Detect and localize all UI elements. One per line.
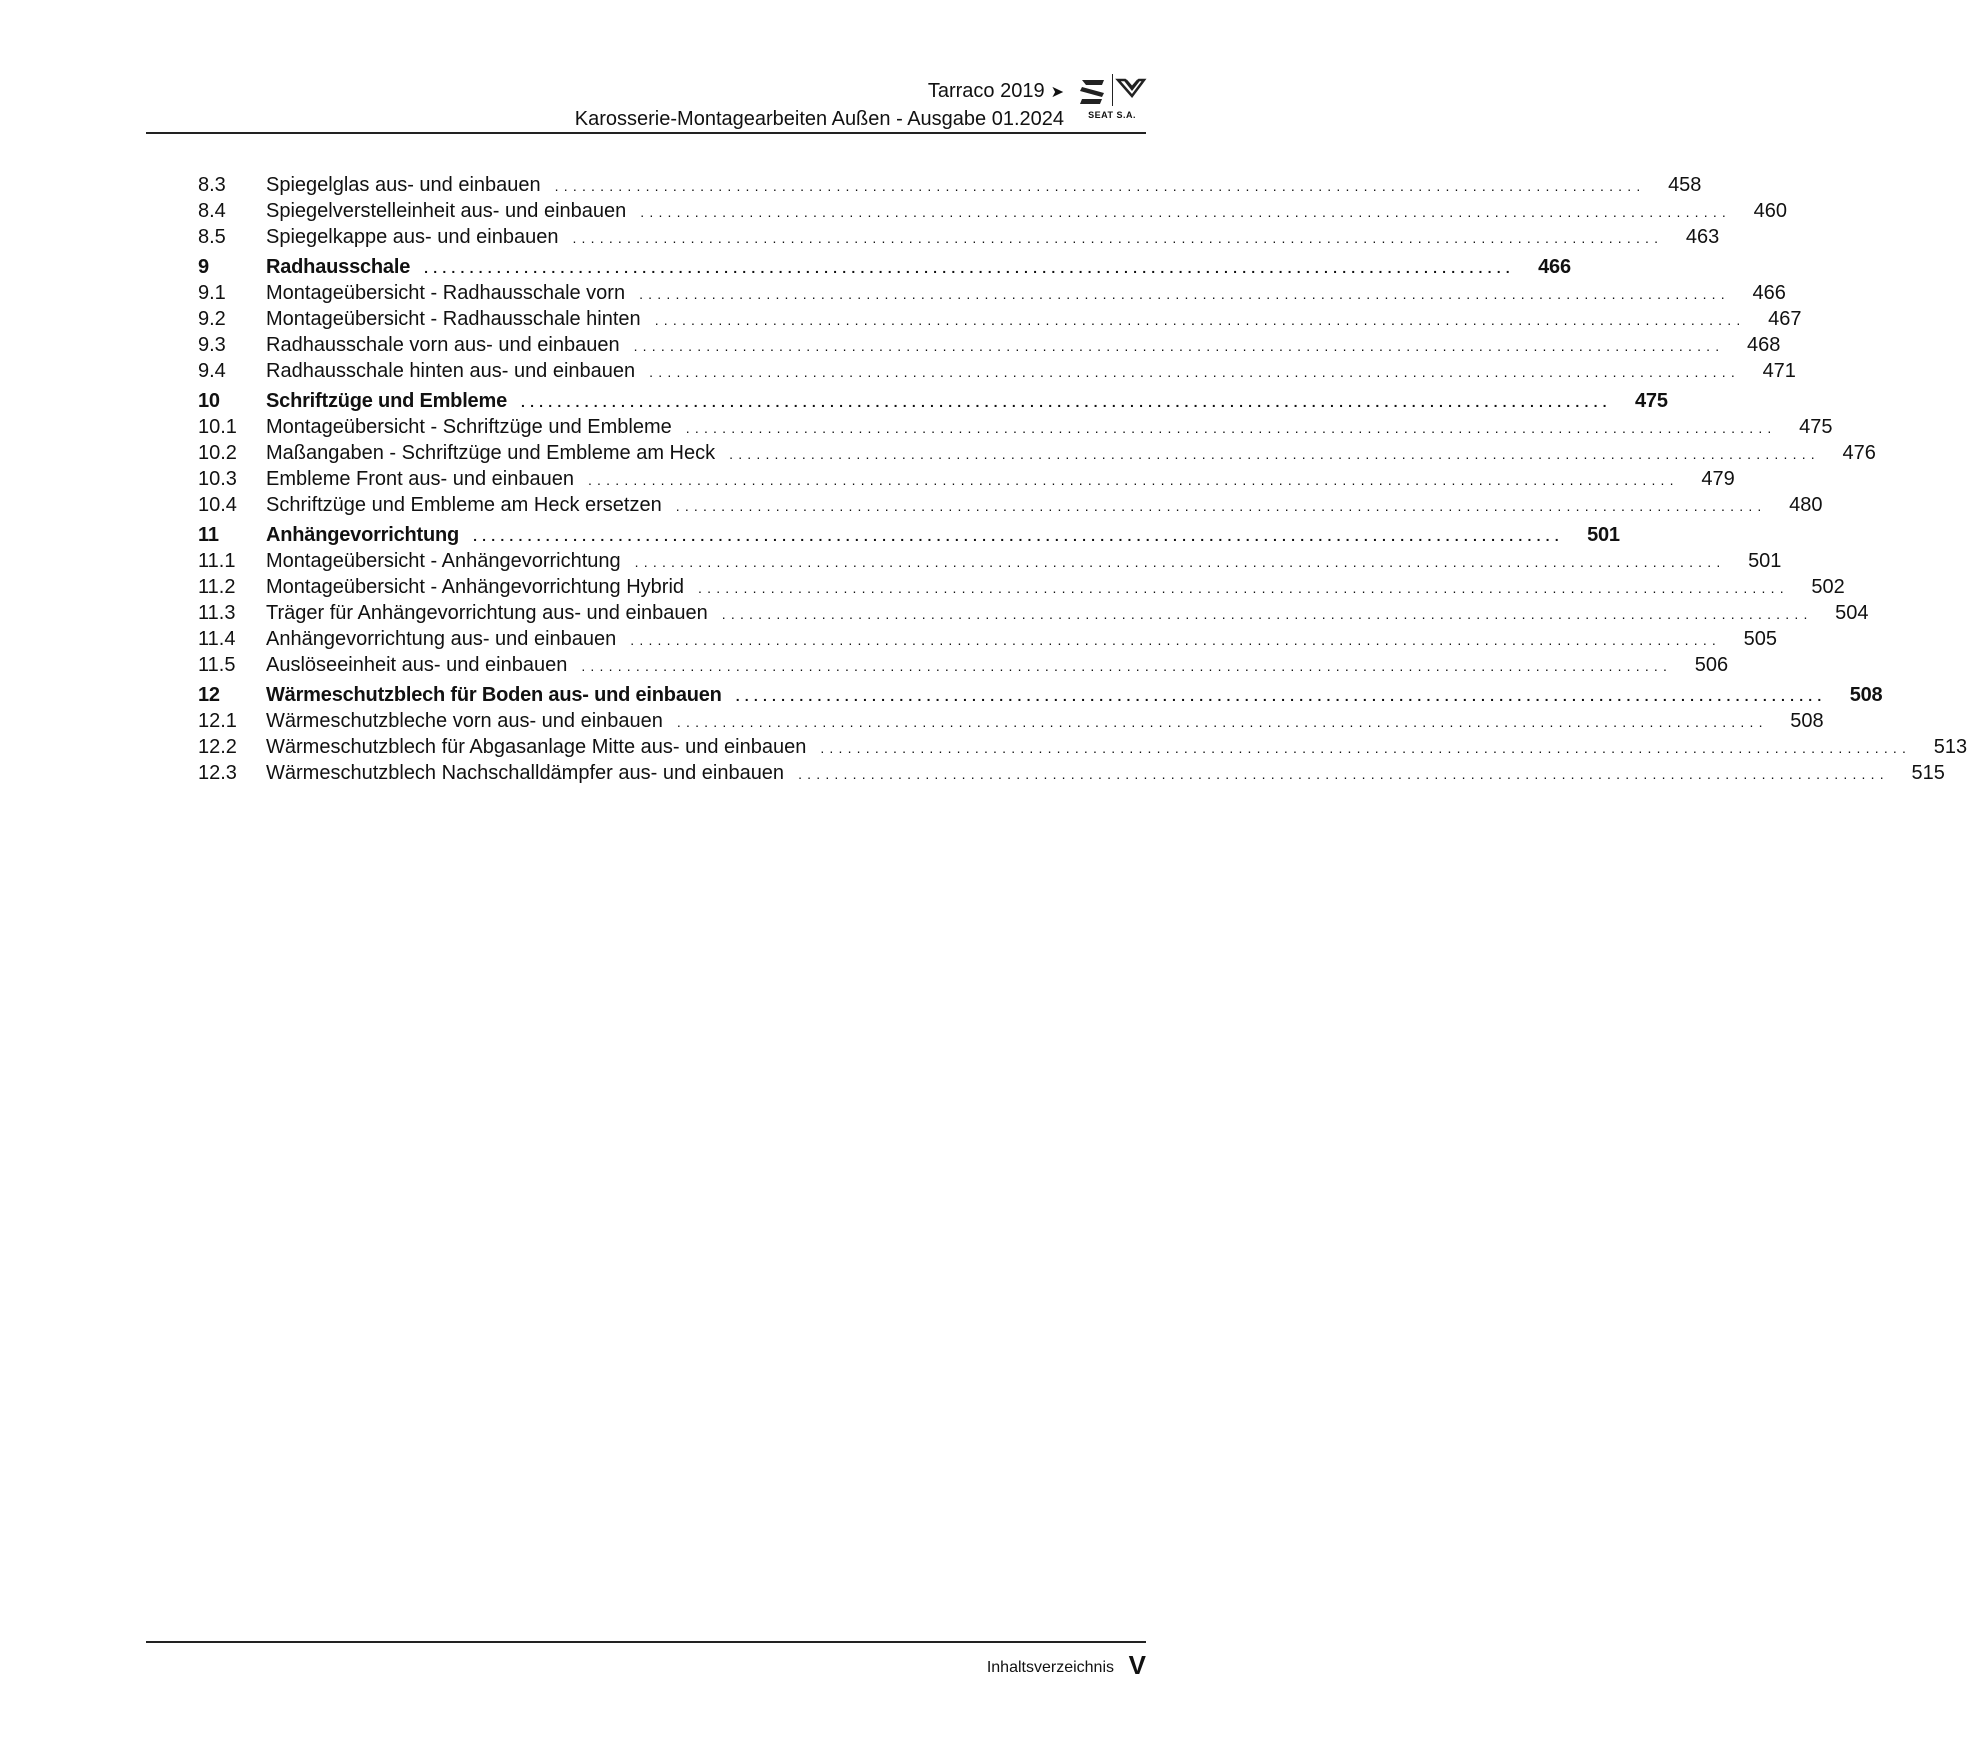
toc-title: Wärmeschutzblech für Boden aus- und einbauen [266, 684, 722, 706]
toc-title: Wärmeschutzblech Nachschalldämpfer aus- und einbauen [266, 762, 785, 784]
toc-page-number: 475 [1634, 390, 1668, 412]
toc-dot-leader: ........................................................................................................................ [633, 338, 1725, 354]
toc-group [198, 254, 1802, 384]
toc-page-number: 504 [1835, 602, 1869, 624]
toc-page-number: 505 [1743, 628, 1778, 650]
toc-title: Anhängevorrichtung [266, 524, 460, 546]
toc-title: Montageübersicht - Schriftzüge und Embleme [266, 416, 672, 438]
toc-page-number: 479 [1701, 468, 1735, 490]
toc-group [198, 522, 1869, 678]
toc-page-number: 468 [1746, 334, 1781, 356]
toc-number: 10.2 [198, 442, 237, 464]
toc-chapter-row[interactable] [198, 254, 1571, 280]
toc-chapter-row[interactable] [198, 682, 1883, 708]
toc-entry-row[interactable] [198, 652, 1729, 678]
toc-group [198, 682, 1967, 786]
toc-page-number: 476 [1842, 442, 1876, 464]
toc-title: Auslöseeinheit aus- und einbauen [266, 654, 568, 676]
header-model: Tarraco 2019 [927, 80, 1045, 102]
toc-dot-leader: ........................................................................................................................ [721, 606, 1813, 622]
toc-number: 11.5 [198, 654, 236, 676]
header-subtitle: Karosserie-Montagearbeiten Außen - Ausgabe 01.2024 [574, 108, 1064, 130]
header-divider [146, 132, 1146, 134]
toc-page-number: 467 [1768, 308, 1802, 330]
toc-number: 12.2 [198, 736, 237, 758]
toc-number: 11.3 [198, 602, 236, 624]
toc-title: Radhausschale [266, 256, 411, 278]
toc-number: 12 [198, 684, 220, 706]
toc-title: Montageübersicht - Anhängevorrichtung Hybrid [266, 576, 685, 598]
toc-dot-leader: ........................................................................................................................ [820, 740, 1912, 756]
toc-entry-row[interactable] [198, 466, 1735, 492]
toc-page-number: 466 [1752, 282, 1786, 304]
toc-entry-row[interactable] [198, 224, 1720, 250]
toc-page-number: 466 [1538, 256, 1571, 278]
toc-dot-leader: ........................................................................................................................ [685, 420, 1777, 436]
toc-entry-row[interactable] [198, 332, 1781, 358]
toc-page-number: 475 [1799, 416, 1833, 438]
toc-page-number: 508 [1849, 684, 1883, 706]
toc-dot-leader: ........................................................................................................................ [654, 312, 1746, 328]
toc-number: 12.3 [198, 762, 237, 784]
toc-title: Spiegelverstelleinheit aus- und einbauen [266, 200, 627, 222]
toc-dot-leader: ........................................................................................................................ [630, 632, 1722, 648]
toc-page-number: 508 [1790, 710, 1824, 732]
toc-dot-leader: ........................................................................................................................ [634, 554, 1726, 570]
toc-entry-row[interactable] [198, 734, 1967, 760]
toc-title: Wärmeschutzbleche vorn aus- und einbauen [266, 710, 663, 732]
toc-dot-leader: ........................................................................................................................ [735, 688, 1827, 704]
toc-number: 9.2 [198, 308, 226, 330]
toc-page-number: 458 [1668, 174, 1702, 196]
toc-entry-row[interactable] [198, 708, 1824, 734]
toc-chapter-row[interactable] [198, 388, 1668, 414]
toc-entry-row[interactable] [198, 198, 1788, 224]
toc-dot-leader: ........................................................................................................................ [640, 204, 1732, 220]
toc-entry-row[interactable] [198, 358, 1796, 384]
toc-page-number: 501 [1748, 550, 1782, 572]
toc-dot-leader: ........................................................................................................................ [675, 498, 1767, 514]
toc-group [198, 172, 1788, 250]
toc-dot-leader: ........................................................................................................................ [798, 766, 1889, 782]
toc-dot-leader: ........................................................................................................................ [473, 528, 1564, 544]
toc-title: Träger für Anhängevorrichtung aus- und einbauen [266, 602, 708, 624]
toc-dot-leader: ........................................................................................................................ [649, 364, 1740, 380]
toc-page-number: 471 [1762, 360, 1796, 382]
footer-page-number: V [1128, 1650, 1146, 1680]
arrow-right-icon: ➤ [1050, 84, 1064, 101]
toc-page-number: 506 [1694, 654, 1729, 676]
toc-entry-row[interactable] [198, 414, 1833, 440]
toc-chapter-row[interactable] [198, 522, 1620, 548]
toc-dot-leader: ........................................................................................................................ [698, 580, 1789, 596]
brand-logo-icon [1076, 70, 1146, 110]
toc-dot-leader: ........................................................................................................................ [729, 446, 1820, 462]
toc-title: Montageübersicht - Radhausschale hinten [266, 308, 641, 330]
toc-dot-leader: ........................................................................................................................ [554, 178, 1646, 194]
toc-entry-row[interactable] [198, 548, 1782, 574]
toc-number: 9.3 [198, 334, 226, 356]
header-text [575, 78, 1064, 132]
toc-dot-leader: ........................................................................................................................ [639, 286, 1730, 302]
toc-dot-leader: ........................................................................................................................ [521, 394, 1612, 410]
toc-title: Spiegelglas aus- und einbauen [266, 174, 541, 196]
table-of-contents [198, 172, 1967, 790]
toc-title: Radhausschale vorn aus- und einbauen [266, 334, 620, 356]
footer-section-label: Inhaltsverzeichnis [986, 1659, 1114, 1676]
toc-title: Spiegelkappe aus- und einbauen [266, 226, 559, 248]
seat-cupra-logo [1076, 70, 1146, 126]
toc-title: Radhausschale hinten aus- und einbauen [266, 360, 636, 382]
toc-title: Schriftzüge und Embleme [266, 390, 507, 412]
toc-title: Schriftzüge und Embleme am Heck ersetzen [266, 494, 662, 516]
toc-group [198, 388, 1876, 518]
toc-title: Montageübersicht - Radhausschale vorn [266, 282, 626, 304]
toc-entry-row[interactable] [198, 492, 1823, 518]
toc-title: Embleme Front aus- und einbauen [266, 468, 574, 490]
toc-number: 11 [198, 524, 219, 546]
toc-page-number: 501 [1587, 524, 1620, 546]
toc-number: 8.3 [198, 174, 226, 196]
toc-page-number: 502 [1811, 576, 1845, 598]
toc-number: 10.1 [198, 416, 237, 438]
toc-page-number: 463 [1685, 226, 1720, 248]
toc-dot-leader: ........................................................................................................................ [676, 714, 1768, 730]
toc-page-number: 515 [1911, 762, 1945, 784]
toc-title: Wärmeschutzblech für Abgasanlage Mitte aus- und einbauen [266, 736, 807, 758]
toc-entry-row[interactable] [198, 600, 1869, 626]
toc-number: 9.1 [198, 282, 226, 304]
toc-entry-row[interactable] [198, 280, 1786, 306]
toc-entry-row[interactable] [198, 574, 1845, 600]
page-header [146, 70, 1146, 134]
toc-number: 8.4 [198, 200, 226, 222]
toc-number: 11.4 [198, 628, 236, 650]
toc-page-number: 513 [1933, 736, 1967, 758]
toc-dot-leader: ........................................................................................................................ [581, 658, 1673, 674]
toc-number: 12.1 [198, 710, 237, 732]
toc-number: 9 [198, 256, 209, 278]
toc-entry-row[interactable] [198, 626, 1778, 652]
toc-title: Montageübersicht - Anhängevorrichtung [266, 550, 621, 572]
toc-dot-leader: ........................................................................................................................ [572, 230, 1664, 246]
toc-entry-row[interactable] [198, 440, 1876, 466]
brand-caption: SEAT S.A. [1088, 110, 1136, 120]
toc-page-number: 480 [1789, 494, 1823, 516]
toc-page-number: 460 [1753, 200, 1788, 222]
toc-number: 8.5 [198, 226, 226, 248]
toc-dot-leader: ........................................................................................................................ [587, 472, 1679, 488]
toc-entry-row[interactable] [198, 172, 1702, 198]
toc-number: 10.4 [198, 494, 237, 516]
toc-title: Anhängevorrichtung aus- und einbauen [266, 628, 617, 650]
toc-title: Maßangaben - Schriftzüge und Embleme am Heck [266, 442, 716, 464]
toc-entry-row[interactable] [198, 306, 1802, 332]
toc-number: 11.2 [198, 576, 236, 598]
footer-divider [146, 1641, 1146, 1643]
toc-number: 11.1 [198, 550, 236, 572]
toc-number: 9.4 [198, 360, 226, 382]
toc-entry-row[interactable] [198, 760, 1945, 786]
toc-number: 10.3 [198, 468, 237, 490]
toc-number: 10 [198, 390, 220, 412]
toc-dot-leader: ........................................................................................................................ [424, 260, 1515, 276]
